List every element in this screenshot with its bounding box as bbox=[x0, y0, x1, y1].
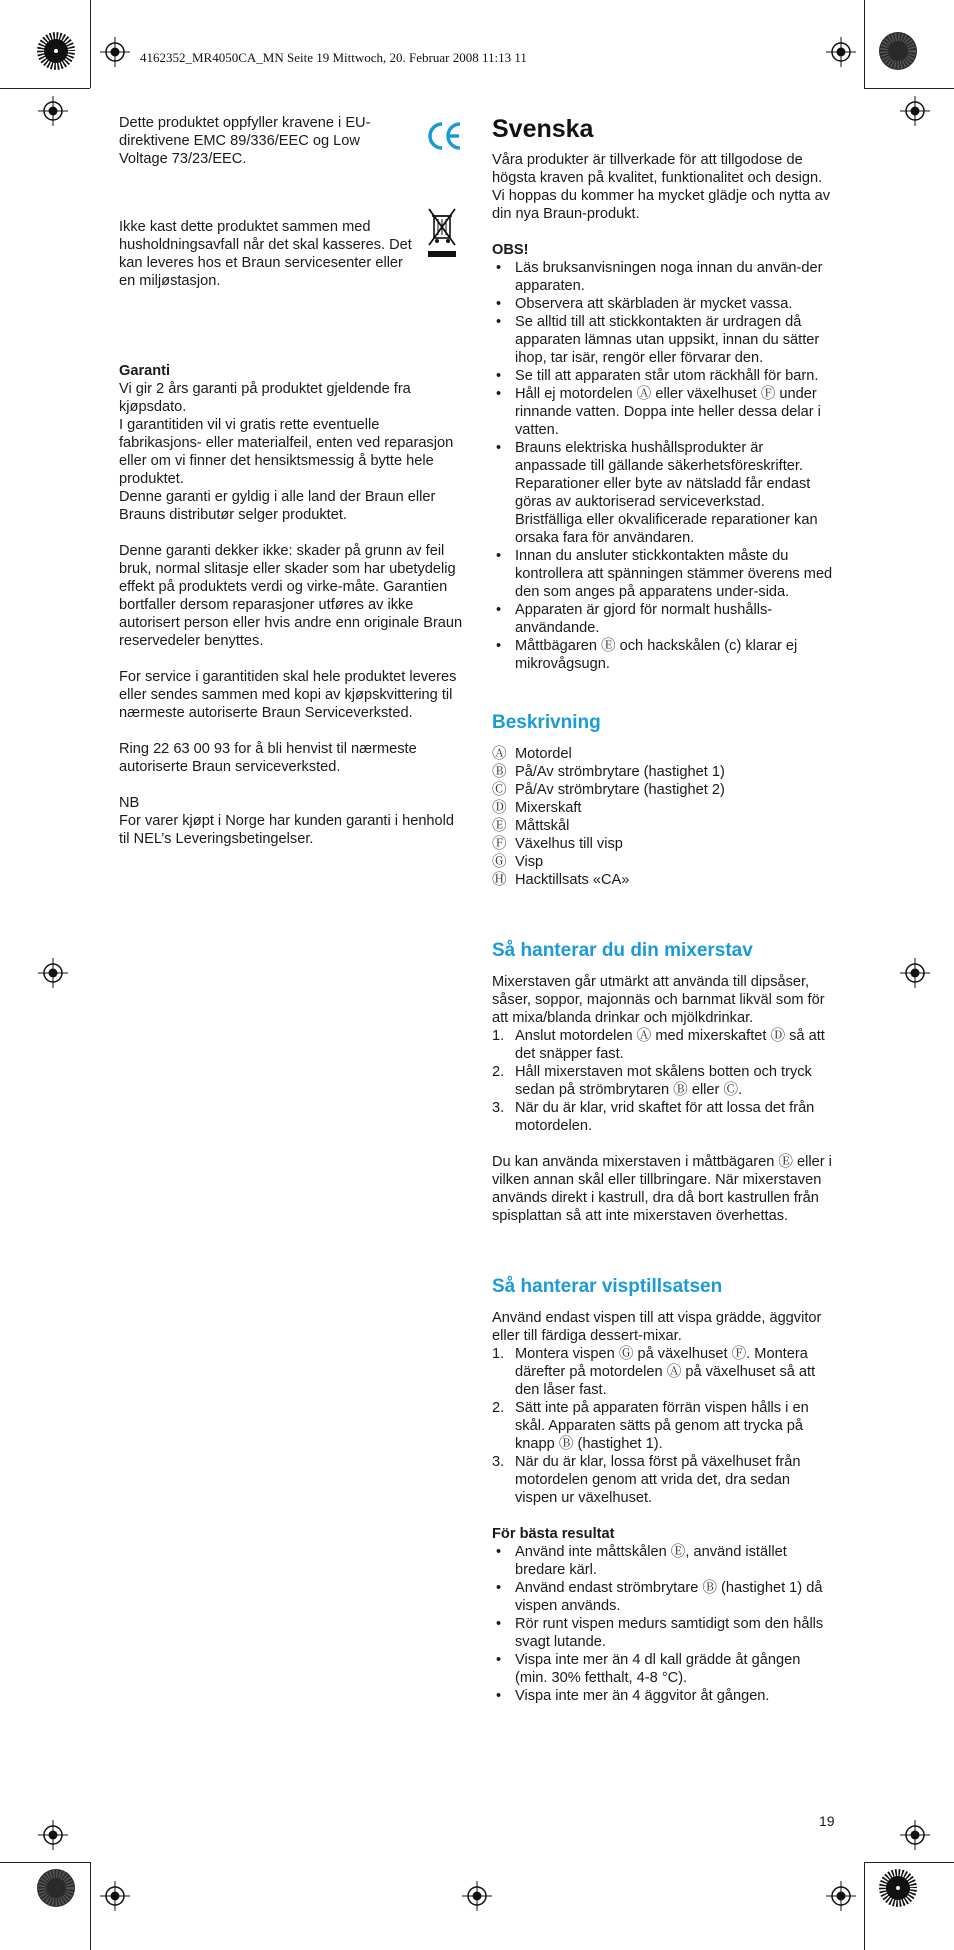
list-item bbox=[492, 781, 834, 799]
registration-mark-icon bbox=[900, 1820, 930, 1850]
registration-mark-icon bbox=[826, 37, 856, 67]
nb-heading: NB bbox=[119, 795, 140, 811]
list-item: • Observera att skärbladen är mycket vassa. bbox=[492, 295, 834, 313]
step-text: Anslut motordelen Ⓐ med mixerskaftet Ⓓ så att det snäpper fast. bbox=[515, 1028, 825, 1062]
description-heading: Beskrivning bbox=[492, 712, 601, 733]
step-number: 2. bbox=[492, 1064, 505, 1080]
whisk-steps bbox=[492, 1345, 834, 1507]
list-item: • Måttbägaren Ⓔ och hackskålen (c) klarar ej mikrovågsugn. bbox=[492, 637, 834, 673]
list-item bbox=[492, 853, 834, 871]
part-letter: Ⓔ bbox=[492, 818, 507, 834]
list-item bbox=[492, 1453, 834, 1507]
obs-heading: OBS! bbox=[492, 242, 529, 258]
step-text: När du är klar, lossa först på växelhuset från motordelen genom att vrida det, dra sedan vispen ur växelhuset. bbox=[515, 1454, 801, 1506]
list-item: • Apparaten är gjord för normalt hushålls-användande. bbox=[492, 601, 834, 637]
list-item bbox=[492, 1099, 834, 1135]
disposal-text: Ikke kast dette produktet sammen med husholdningsavfall når det skal kasseres. Det kan leveres hos et Braun servicesenter eller en miljøstasjon. bbox=[119, 219, 412, 289]
step-number: 3. bbox=[492, 1454, 505, 1470]
part-name: Mixerskaft bbox=[515, 800, 582, 816]
part-name: På/Av strömbrytare (hastighet 1) bbox=[515, 764, 725, 780]
best-results-heading: För bästa resultat bbox=[492, 1526, 615, 1542]
part-name: Hacktillsats «CA» bbox=[515, 872, 630, 888]
list-item: • Se alltid till att stickkontakten är urdragen då apparaten lämnas utan uppsikt, innan du sätter ihop, tar isär, rengör eller förvarar den. bbox=[492, 313, 834, 367]
list-item bbox=[492, 1399, 834, 1453]
print-slug: 4162352_MR4050CA_MN Seite 19 Mittwoch, 20. Februar 2008 11:13 11 bbox=[140, 50, 527, 65]
crop-line bbox=[90, 0, 91, 88]
list-item bbox=[492, 1063, 834, 1099]
part-letter: Ⓑ bbox=[492, 764, 507, 780]
list-item: • Rör runt vispen medurs samtidigt som den hålls svagt lutande. bbox=[492, 1615, 834, 1651]
step-number: 1. bbox=[492, 1346, 505, 1362]
crop-line bbox=[0, 88, 90, 89]
registration-mark-icon bbox=[100, 1881, 130, 1911]
guarantee-paragraph: I garantitiden vil vi gratis rette eventuelle fabrikasjons- eller materialfeil, enten ved reparasjon eller om vi finner det hensiktsmessig å bytte hele produktet. bbox=[119, 417, 454, 487]
obs-list bbox=[492, 259, 834, 673]
guarantee-paragraph: For service i garantitiden skal hele produktet leveres eller sendes sammen med kopi av kjøpskvittering til nærmeste autoriserte Braun Serviceverksted. bbox=[119, 669, 457, 721]
step-text: Sätt inte på apparaten förrän vispen hålls i en skål. Apparaten sätts på genom att trycka på knapp Ⓑ (hastighet 1). bbox=[515, 1400, 809, 1452]
part-name: Växelhus till visp bbox=[515, 836, 623, 852]
list-item bbox=[492, 799, 834, 817]
starburst-target-icon bbox=[878, 31, 918, 71]
guarantee-paragraph: Denne garanti dekker ikke: skader på grunn av feil bruk, normal slitasje eller skader som har ubetydelig effekt på produktets verdi og virke-måte. Garantien bortfaller dersom reparasjoner utføres av ikke autorisert person eller hvis andre enn originale Braun reservedeler benyttes. bbox=[119, 543, 463, 649]
list-item bbox=[492, 745, 834, 763]
guarantee-heading: Garanti bbox=[119, 363, 171, 379]
crop-line bbox=[864, 1862, 954, 1863]
list-item bbox=[492, 835, 834, 853]
registration-mark-icon bbox=[38, 96, 68, 126]
best-results-list bbox=[492, 1543, 834, 1705]
registration-mark-icon bbox=[38, 1820, 68, 1850]
list-item: • Se till att apparaten står utom räckhåll för barn. bbox=[492, 367, 834, 385]
part-letter: Ⓖ bbox=[492, 854, 507, 870]
list-item: • Använd endast strömbrytare Ⓑ (hastighet 1) då vispen används. bbox=[492, 1579, 834, 1615]
whisk-intro: Använd endast vispen till att vispa grädde, äggvitor eller till färdiga dessert-mixar. bbox=[492, 1310, 822, 1344]
mixer-steps bbox=[492, 1027, 834, 1135]
part-letter: Ⓐ bbox=[492, 746, 507, 762]
crop-line bbox=[864, 88, 954, 89]
page-number: 19 bbox=[819, 1813, 835, 1829]
list-item: • Brauns elektriska hushållsprodukter är anpassade till gällande säkerhetsföreskrifter. Reparationer eller byte av nätsladd får endast göras av auktoriserad serviceverkstad. Bristfälliga eller okvalificerade reparationer kan orsaka fara för användaren. bbox=[492, 439, 834, 547]
registration-mark-icon bbox=[826, 1881, 856, 1911]
list-item: • Vispa inte mer än 4 dl kall grädde åt gången (min. 30% fetthalt, 4-8 °C). bbox=[492, 1651, 834, 1687]
part-letter: Ⓗ bbox=[492, 872, 507, 888]
list-item bbox=[492, 1027, 834, 1063]
intro-paragraph: Våra produkter är tillverkade för att tillgodose de högsta kraven på kvalitet, funktionalitet och design. bbox=[492, 152, 823, 186]
nb-text: For varer kjøpt i Norge har kunden garanti i henhold til NEL’s Leveringsbetingelser. bbox=[119, 813, 455, 847]
step-text: Montera vispen Ⓖ på växelhuset Ⓕ. Montera därefter på motordelen Ⓐ på växelhuset så att den låser fast. bbox=[515, 1346, 816, 1398]
step-number: 1. bbox=[492, 1028, 505, 1044]
crop-line bbox=[90, 1862, 91, 1950]
starburst-target-icon bbox=[878, 1868, 918, 1908]
mixer-heading: Så hanterar du din mixerstav bbox=[492, 940, 753, 961]
step-text: När du är klar, vrid skaftet för att lossa det från motordelen. bbox=[515, 1100, 815, 1134]
registration-mark-icon bbox=[900, 958, 930, 988]
registration-mark-icon bbox=[462, 1881, 492, 1911]
registration-mark-icon bbox=[38, 958, 68, 988]
list-item: • Håll ej motordelen Ⓐ eller växelhuset Ⓕ under rinnande vatten. Doppa inte heller dessa delar i vatten. bbox=[492, 385, 834, 439]
part-letter: Ⓕ bbox=[492, 836, 507, 852]
registration-mark-icon bbox=[900, 96, 930, 126]
part-name: Måttskål bbox=[515, 818, 570, 834]
crop-line bbox=[864, 0, 865, 88]
step-text: Håll mixerstaven mot skålens botten och tryck sedan på strömbrytaren Ⓑ eller Ⓒ. bbox=[515, 1064, 812, 1098]
part-letter: Ⓓ bbox=[492, 800, 507, 816]
guarantee-paragraph: Vi gir 2 års garanti på produktet gjeldende fra kjøpsdato. bbox=[119, 381, 411, 415]
parts-list bbox=[492, 745, 834, 889]
list-item: • Använd inte måttskålen Ⓔ, använd istället bredare kärl. bbox=[492, 1543, 834, 1579]
list-item: • Läs bruksanvisningen noga innan du använ-der apparaten. bbox=[492, 259, 834, 295]
part-name: Motordel bbox=[515, 746, 572, 762]
list-item bbox=[492, 1345, 834, 1399]
guarantee-paragraph: Denne garanti er gyldig i alle land der Braun eller Brauns distributør selger produktet. bbox=[119, 489, 436, 523]
registration-mark-icon bbox=[100, 37, 130, 67]
ce-compliance-text: Dette produktet oppfyller kravene i EU-direktivene EMC 89/336/EEC og Low Voltage 73/23/EEC. bbox=[119, 115, 371, 167]
right-column bbox=[492, 114, 834, 1705]
left-column bbox=[119, 114, 464, 848]
part-name: På/Av strömbrytare (hastighet 2) bbox=[515, 782, 725, 798]
crop-line bbox=[864, 1862, 865, 1950]
guarantee-paragraph: Ring 22 63 00 93 for å bli henvist til nærmeste autoriserte Braun serviceverksted. bbox=[119, 741, 417, 775]
intro-paragraph: Vi hoppas du kommer ha mycket glädje och nytta av din nya Braun-produkt. bbox=[492, 188, 831, 222]
list-item: • Vispa inte mer än 4 äggvitor åt gången. bbox=[492, 1687, 834, 1705]
mixer-note: Du kan använda mixerstaven i måttbägaren Ⓔ eller i vilken annan skål eller tillbringare. När mixerstaven används direkt i kastrull, dra då bort kastrullen från spisplattan så att inte mixerstaven överhettas. bbox=[492, 1154, 832, 1224]
step-number: 3. bbox=[492, 1100, 505, 1116]
mixer-intro: Mixerstaven går utmärkt att använda till dipsåser, såser, soppor, majonnäs och barnmat likväl som för att mixa/blanda drinkar och mjölkdrinkar. bbox=[492, 974, 825, 1026]
step-number: 2. bbox=[492, 1400, 505, 1416]
list-item bbox=[492, 817, 834, 835]
list-item: • Innan du ansluter stickkontakten måste du kontrollera att spänningen stämmer överens med den som anges på apparatens under-sida. bbox=[492, 547, 834, 601]
starburst-target-icon bbox=[36, 1868, 76, 1908]
list-item bbox=[492, 871, 834, 889]
crop-line bbox=[0, 1862, 90, 1863]
part-letter: Ⓒ bbox=[492, 782, 507, 798]
part-name: Visp bbox=[515, 854, 544, 870]
whisk-heading: Så hanterar visptillsatsen bbox=[492, 1276, 723, 1297]
starburst-target-icon bbox=[36, 31, 76, 71]
language-title: Svenska bbox=[492, 115, 594, 143]
list-item bbox=[492, 763, 834, 781]
